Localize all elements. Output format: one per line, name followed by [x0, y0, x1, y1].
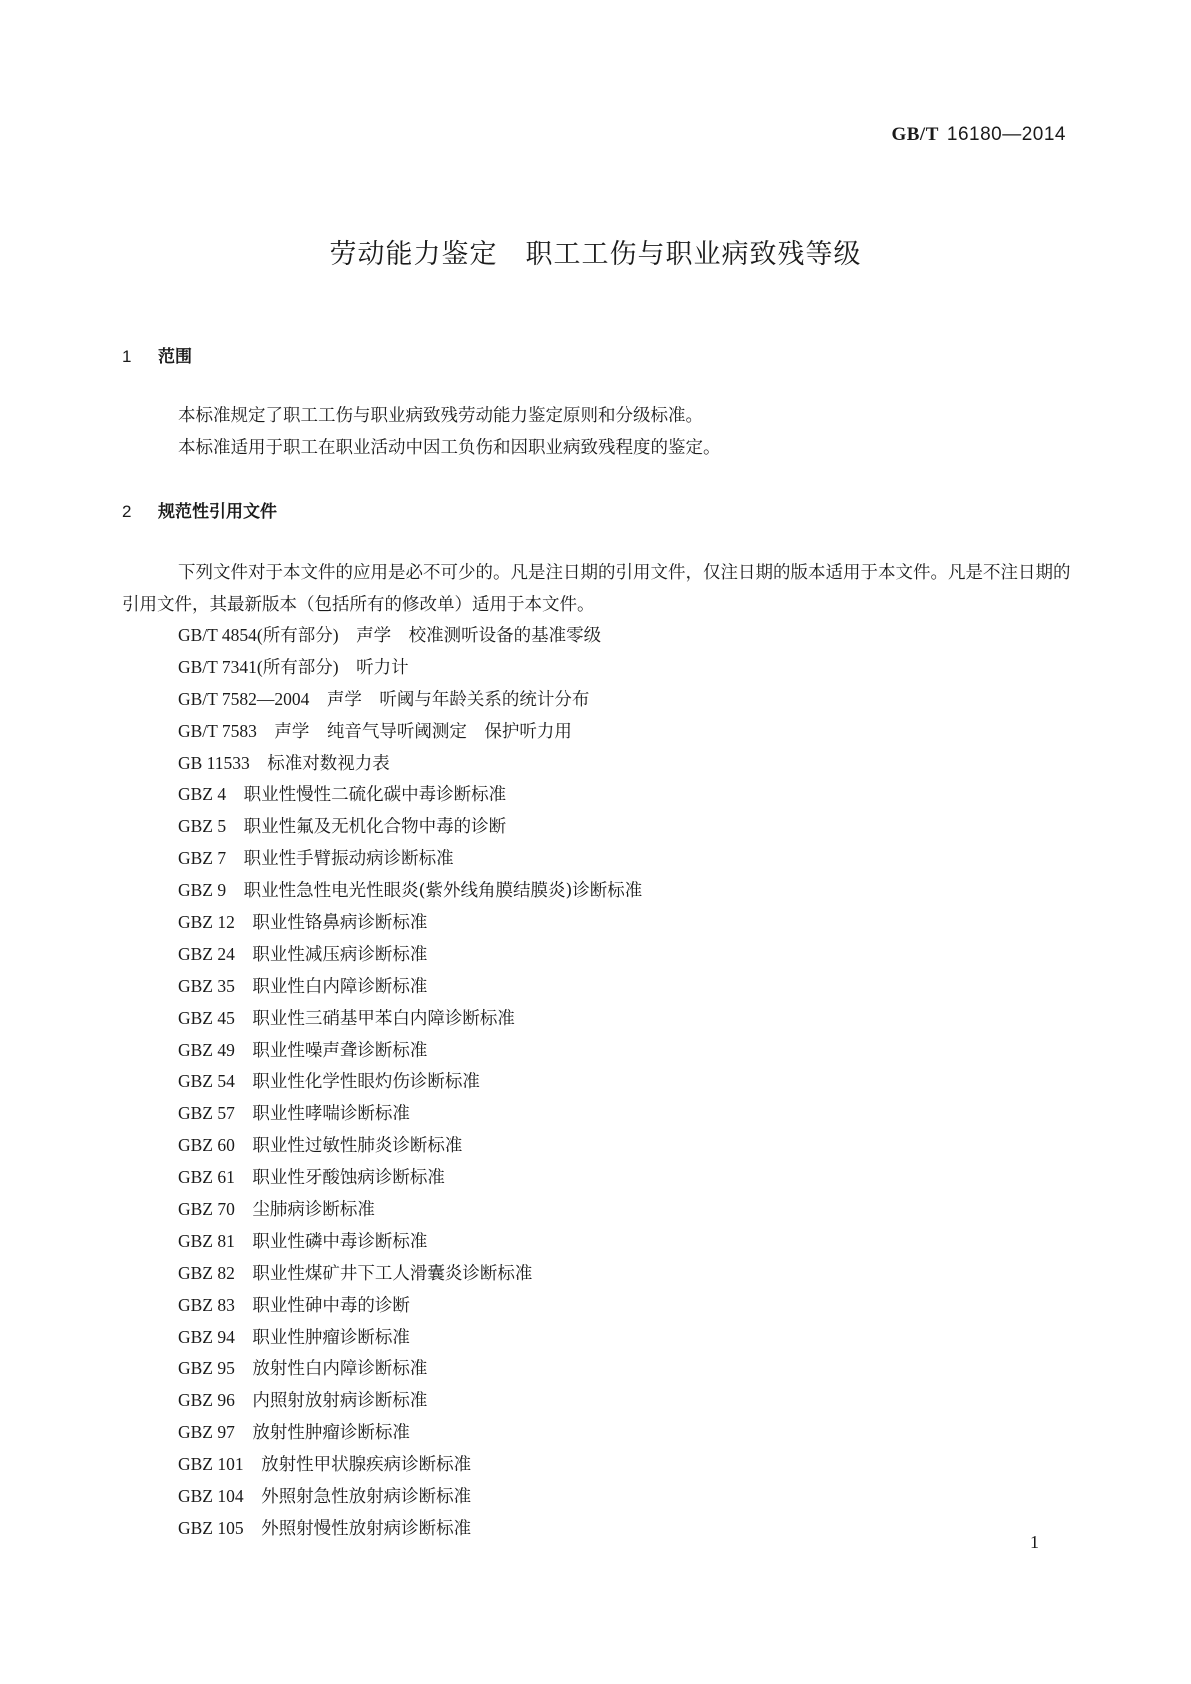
- reference-item: [178, 1481, 642, 1513]
- reference-code: GBZ 61: [178, 1167, 235, 1188]
- reference-item: [178, 652, 642, 684]
- reference-code: GBZ 97: [178, 1422, 235, 1443]
- reference-item: [178, 875, 642, 907]
- reference-item: [178, 1417, 642, 1449]
- reference-title: 职业性煤矿井下工人滑囊炎诊断标准: [252, 1263, 533, 1284]
- reference-title: 放射性白内障诊断标准: [252, 1359, 428, 1380]
- scope-paragraph-2: 本标准适用于职工在职业活动中因工负伤和因职业病致残程度的鉴定。: [178, 438, 721, 458]
- reference-item: [178, 1513, 642, 1545]
- reference-code: GB/T 4854(所有部分): [178, 625, 339, 645]
- references-intro-paragraph: 下列文件对于本文件的应用是必不可少的。凡是注日期的引用文件，仅注日期的版本适用于本文件。凡是不注日期的引用文件，其最新版本（包括所有的修改单）适用于本文件。: [122, 563, 1071, 615]
- reference-code: GBZ 83: [178, 1294, 235, 1315]
- reference-item: [178, 843, 642, 875]
- reference-code: GBZ 24: [178, 943, 235, 964]
- reference-item: [178, 1385, 642, 1417]
- reference-code: GBZ 60: [178, 1135, 235, 1156]
- reference-item: [178, 620, 642, 652]
- reference-item: [178, 1258, 642, 1290]
- reference-code: GB/T 7341(所有部分): [178, 656, 339, 677]
- reference-code: GBZ 54: [178, 1071, 235, 1092]
- reference-code: GBZ 96: [178, 1390, 235, 1411]
- document-title: 劳动能力鉴定 职工工伤与职业病致残等级: [329, 239, 862, 270]
- reference-item: [178, 1098, 642, 1130]
- scope-paragraph-1: 本标准规定了职工工伤与职业病致残劳动能力鉴定原则和分级标准。: [178, 406, 703, 426]
- reference-title: 尘肺病诊断标准: [252, 1200, 375, 1221]
- reference-item: [178, 1035, 642, 1067]
- reference-item: [178, 1322, 642, 1354]
- reference-title: 职业性哮喘诊断标准: [252, 1104, 410, 1125]
- reference-code: GBZ 104: [178, 1486, 244, 1507]
- reference-code: GBZ 82: [178, 1262, 235, 1283]
- reference-code: GBZ 45: [178, 1007, 235, 1028]
- reference-title: 职业性三硝基甲苯白内障诊断标准: [252, 1008, 515, 1029]
- reference-title: 职业性牙酸蚀病诊断标准: [252, 1168, 445, 1189]
- standard-code-header: [891, 124, 1066, 146]
- reference-code: GBZ 94: [178, 1326, 235, 1347]
- reference-code: GB/T 7583: [178, 720, 257, 741]
- reference-code: GBZ 95: [178, 1358, 235, 1379]
- section-number: 1: [122, 347, 132, 366]
- reference-title: 声学 纯音气导听阈测定 保护听力用: [274, 721, 572, 742]
- reference-title: 职业性铬鼻病诊断标准: [252, 913, 428, 934]
- reference-title: 职业性过敏性肺炎诊断标准: [252, 1136, 463, 1157]
- reference-item: [178, 1003, 642, 1035]
- reference-item: [178, 907, 642, 939]
- reference-title: 外照射急性放射病诊断标准: [261, 1487, 472, 1508]
- standard-prefix: GB/T: [891, 124, 939, 145]
- reference-title: 职业性氟及无机化合物中毒的诊断: [243, 817, 507, 838]
- reference-code: GBZ 12: [178, 912, 235, 933]
- standard-number: 16180—2014: [946, 124, 1066, 145]
- reference-code: GBZ 49: [178, 1039, 235, 1060]
- reference-code: GBZ 7: [178, 848, 227, 869]
- reference-title: 放射性肿瘤诊断标准: [252, 1423, 410, 1444]
- reference-list: [178, 620, 642, 1545]
- reference-code: GB/T 7582—2004: [178, 688, 310, 709]
- reference-item: [178, 1066, 642, 1098]
- reference-item: [178, 1226, 642, 1258]
- reference-title: 声学 校准测听设备的基准零级: [356, 626, 602, 646]
- reference-code: GBZ 101: [178, 1454, 244, 1475]
- page-number: 1: [1030, 1532, 1039, 1552]
- reference-item: [178, 811, 642, 843]
- reference-title: 职业性手臂振动病诊断标准: [243, 849, 454, 870]
- section-heading-normative-references: [122, 497, 277, 522]
- section-title: 范围: [158, 347, 192, 367]
- reference-item: [178, 1449, 642, 1481]
- reference-item: [178, 716, 642, 748]
- reference-title: 放射性甲状腺疾病诊断标准: [261, 1455, 472, 1476]
- reference-item: [178, 971, 642, 1003]
- reference-title: 职业性噪声聋诊断标准: [252, 1040, 428, 1061]
- reference-code: GBZ 57: [178, 1103, 235, 1124]
- reference-title: 职业性白内障诊断标准: [252, 976, 428, 997]
- reference-item: [178, 779, 642, 811]
- reference-code: GBZ 4: [178, 784, 227, 805]
- reference-code: GBZ 9: [178, 880, 227, 901]
- reference-code: GB 11533: [178, 752, 250, 773]
- reference-item: [178, 748, 642, 780]
- reference-title: 职业性肿瘤诊断标准: [252, 1327, 410, 1348]
- reference-code: GBZ 81: [178, 1230, 235, 1251]
- reference-title: 职业性砷中毒的诊断: [252, 1295, 410, 1316]
- reference-title: 职业性磷中毒诊断标准: [252, 1231, 428, 1252]
- section-title: 规范性引用文件: [158, 502, 277, 522]
- reference-item: [178, 684, 642, 716]
- reference-title: 标准对数视力表: [267, 753, 390, 774]
- reference-title: 职业性化学性眼灼伤诊断标准: [252, 1072, 480, 1093]
- reference-item: [178, 1194, 642, 1226]
- reference-item: [178, 1162, 642, 1194]
- reference-code: GBZ 5: [178, 816, 227, 837]
- reference-title: 职业性慢性二硫化碳中毒诊断标准: [243, 785, 507, 806]
- reference-code: GBZ 105: [178, 1517, 244, 1538]
- reference-title: 声学 听阈与年龄关系的统计分布: [326, 689, 590, 710]
- reference-code: GBZ 35: [178, 975, 235, 996]
- reference-code: GBZ 70: [178, 1199, 235, 1220]
- reference-title: 听力计: [356, 657, 409, 678]
- reference-item: [178, 1353, 642, 1385]
- reference-title: 内照射放射病诊断标准: [252, 1391, 428, 1412]
- reference-item: [178, 939, 642, 971]
- reference-item: [178, 1130, 642, 1162]
- reference-item: [178, 1290, 642, 1322]
- reference-title: 职业性急性电光性眼炎(紫外线角膜结膜炎)诊断标准: [243, 881, 643, 902]
- section-number: 2: [122, 502, 132, 521]
- reference-title: 职业性减压病诊断标准: [252, 944, 428, 965]
- section-heading-scope: [122, 342, 192, 367]
- reference-title: 外照射慢性放射病诊断标准: [261, 1518, 472, 1539]
